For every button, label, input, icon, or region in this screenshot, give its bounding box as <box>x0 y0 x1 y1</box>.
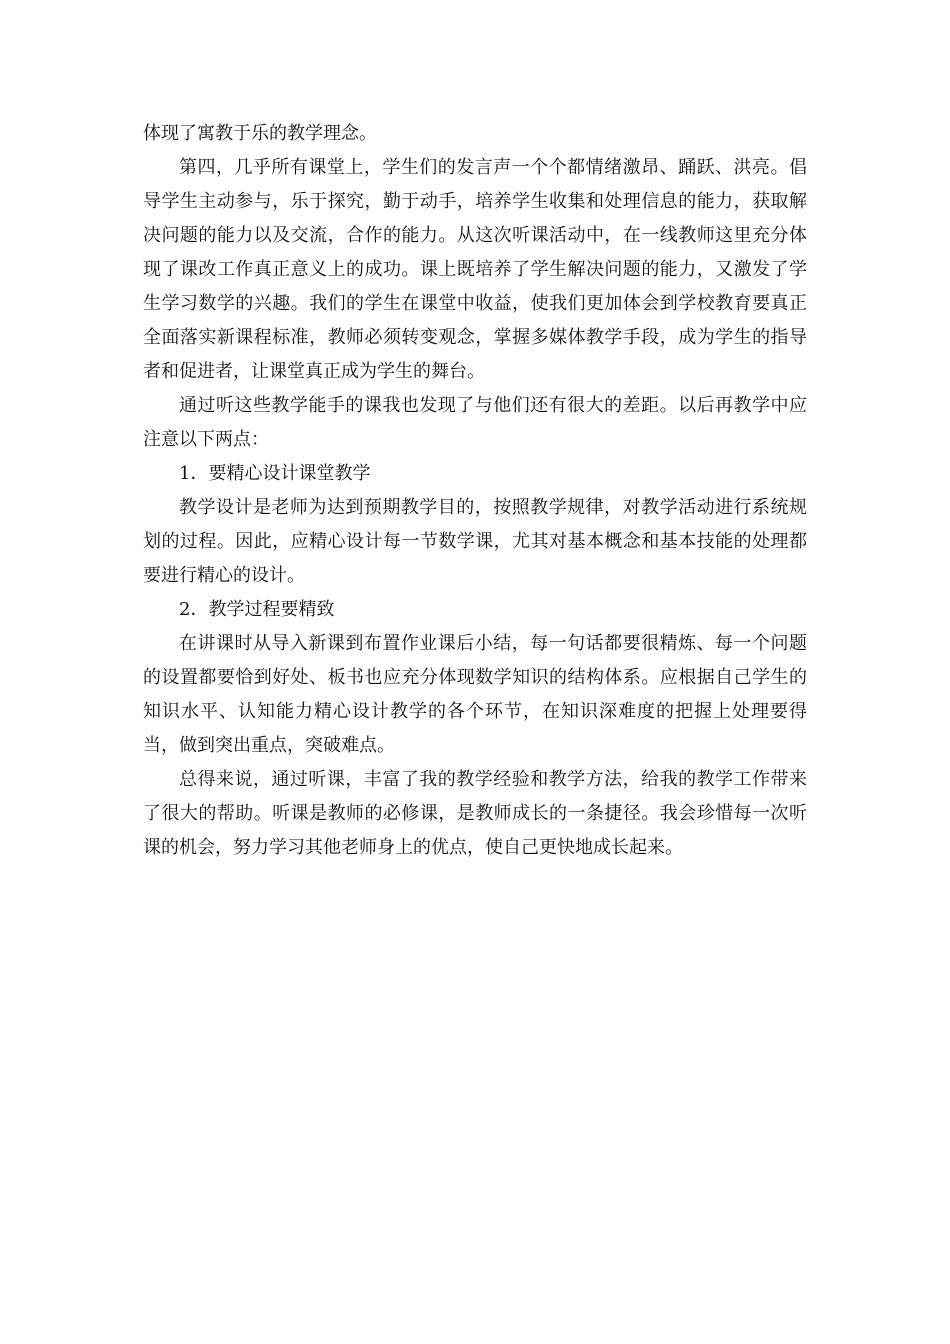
paragraph-point-2-body: 在讲课时从导入新课到布置作业课后小结，每一句话都要很精炼、每一个问题的设置都要恰到好处、板书也应充分体现数学知识的结构体系。应根据自己学生的知识水平、认知能力精心设计教学的各个环节，在知识深难度的把握上处理要得当，做到突出重点，突破难点。 <box>143 633 807 756</box>
heading-point-1: 1．要精心设计课堂教学 <box>179 463 371 484</box>
paragraph-point-1-body: 教学设计是老师为达到预期教学目的，按照教学规律，对教学活动进行系统规划的过程。因此，应精心设计每一节数学课，尤其对基本概念和基本技能的处理都要进行精心的设计。 <box>143 497 807 586</box>
paragraph-continuation: 体现了寓教于乐的教学理念。 <box>143 123 377 144</box>
paragraph-fourth-point: 第四，几乎所有课堂上，学生们的发言声一个个都情绪激昂、踊跃、洪亮。倡导学生主动参与，乐于探究，勤于动手，培养学生收集和处理信息的能力，获取解决问题的能力以及交流，合作的能力。从这次听课活动中，在一线教师这里充分体现了课改工作真正意义上的成功。课上既培养了学生解决问题的能力，又激发了学生学习数学的兴趣。我们的学生在课堂中收益，使我们更加体会到学校教育要真正全面落实新课程标准，教师必须转变观念，掌握多媒体教学手段，成为学生的指导者和促进者，让课堂真正成为学生的舞台。 <box>143 157 807 382</box>
document-body <box>143 117 807 865</box>
heading-point-2: 2．教学过程要精致 <box>179 599 335 620</box>
paragraph-conclusion: 总得来说，通过听课，丰富了我的教学经验和教学方法，给我的教学工作带来了很大的帮助。听课是教师的必修课，是教师成长的一条捷径。我会珍惜每一次听课的机会，努力学习其他老师身上的优点，使自己更快地成长起来。 <box>143 769 807 858</box>
paragraph-gap-reflection: 通过听这些教学能手的课我也发现了与他们还有很大的差距。以后再教学中应注意以下两点： <box>143 395 807 450</box>
